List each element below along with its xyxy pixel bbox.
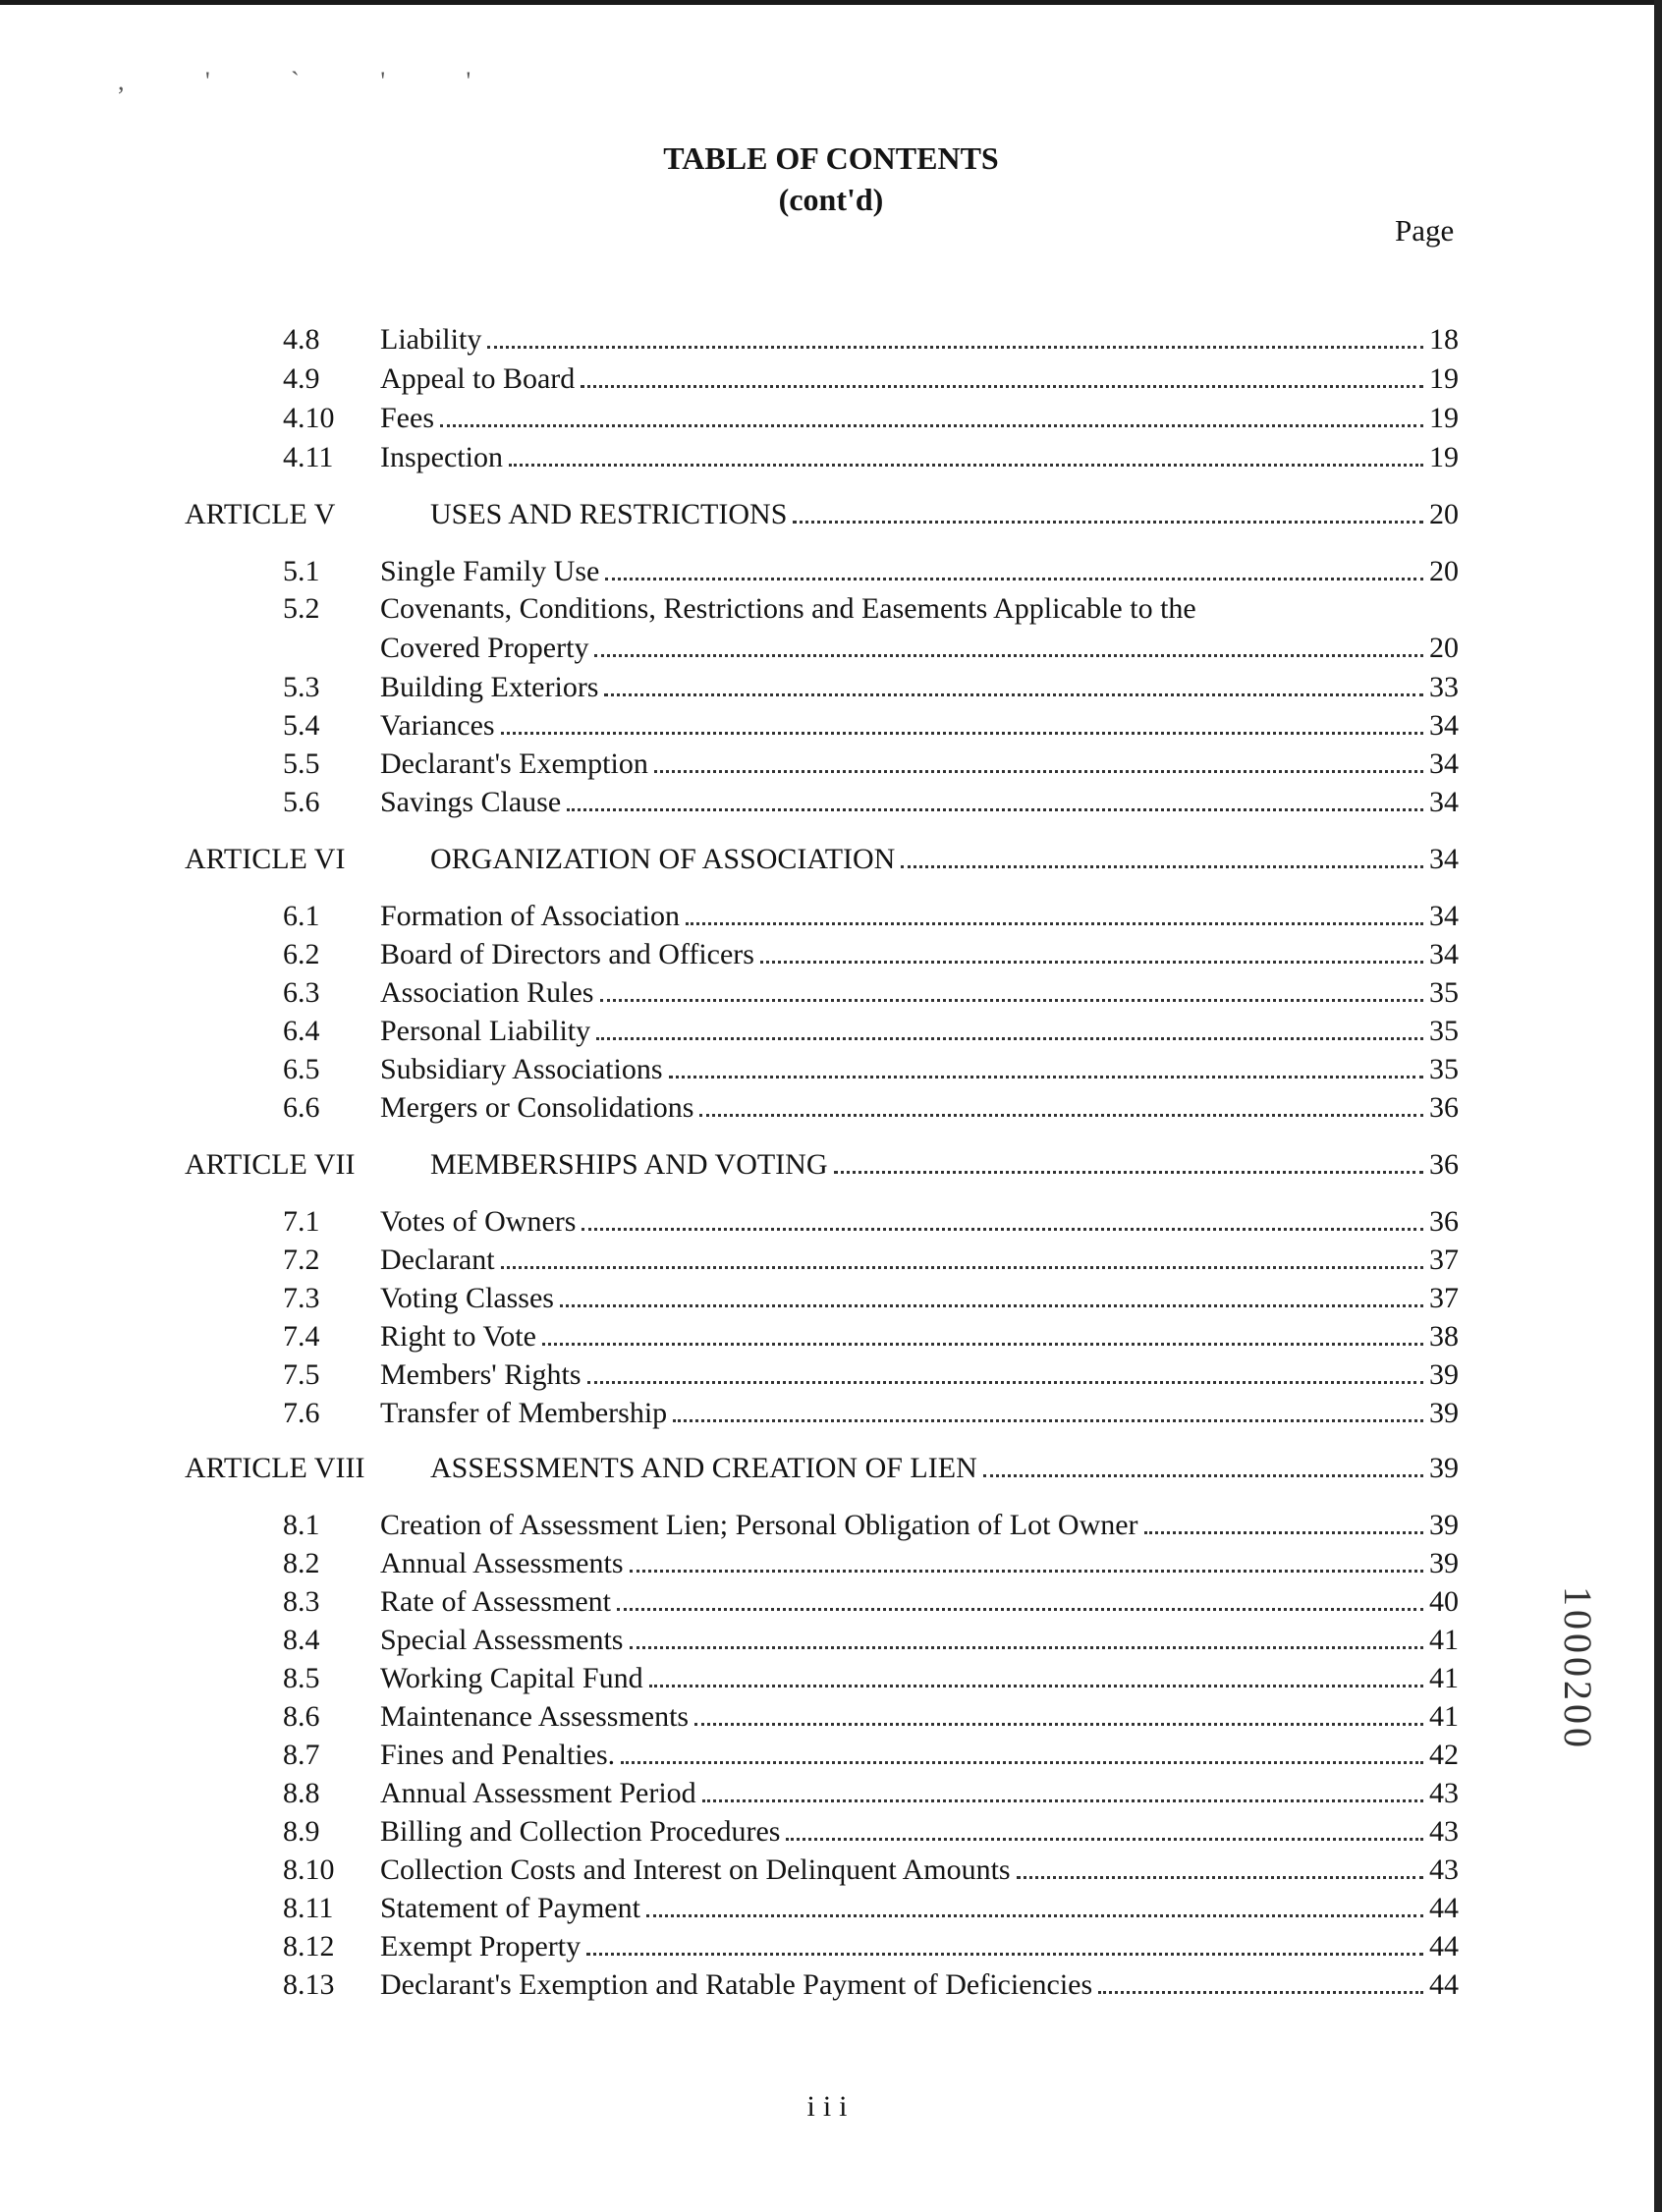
entry-title: Formation of Association bbox=[380, 900, 680, 932]
entry-number: 8.13 bbox=[283, 1968, 335, 2001]
toc-title: TABLE OF CONTENTS bbox=[663, 140, 999, 176]
entry-title: Billing and Collection Procedures bbox=[380, 1815, 781, 1848]
toc-entry bbox=[0, 938, 1662, 977]
entry-title-continuation: Covered Property bbox=[380, 632, 589, 664]
entry-number: 8.10 bbox=[283, 1853, 335, 1886]
entry-title: Subsidiary Associations bbox=[380, 1053, 663, 1085]
entry-number: 8.7 bbox=[283, 1739, 320, 1771]
toc-entry bbox=[0, 323, 1662, 362]
entry-title: Variances bbox=[380, 709, 495, 742]
article-title: USES AND RESTRICTIONS bbox=[430, 498, 788, 530]
entry-title: Liability bbox=[380, 323, 482, 356]
entry-number: 6.5 bbox=[283, 1053, 320, 1085]
entry-page: 41 bbox=[1429, 1624, 1459, 1656]
entry-page: 43 bbox=[1429, 1777, 1459, 1809]
toc-entry bbox=[0, 1015, 1662, 1054]
leader-dots bbox=[1144, 1531, 1423, 1534]
entry-page: 34 bbox=[1429, 786, 1459, 818]
entry-page: 20 bbox=[1429, 632, 1459, 664]
leader-dots bbox=[587, 1381, 1423, 1384]
toc-entry bbox=[0, 1244, 1662, 1283]
entry-page: 39 bbox=[1429, 1452, 1459, 1484]
entry-title: Mergers or Consolidations bbox=[380, 1091, 694, 1124]
entry-page: 43 bbox=[1429, 1815, 1459, 1848]
entry-title: Members' Rights bbox=[380, 1358, 582, 1391]
entry-title: Personal Liability bbox=[380, 1015, 591, 1047]
leader-dots bbox=[605, 578, 1423, 581]
leader-dots bbox=[699, 1114, 1423, 1117]
leader-dots bbox=[594, 654, 1423, 657]
leader-dots bbox=[1098, 1991, 1423, 1994]
entry-page: 39 bbox=[1429, 1358, 1459, 1391]
entry-number: 4.11 bbox=[283, 441, 334, 473]
entry-page: 44 bbox=[1429, 1930, 1459, 1963]
entry-page: 20 bbox=[1429, 555, 1459, 587]
entry-number: 4.9 bbox=[283, 362, 320, 395]
entry-page: 43 bbox=[1429, 1853, 1459, 1886]
entry-title: Board of Directors and Officers bbox=[380, 938, 754, 970]
leader-dots bbox=[686, 922, 1423, 925]
toc-entry bbox=[0, 1053, 1662, 1092]
toc-entry bbox=[0, 402, 1662, 441]
entry-number: 6.2 bbox=[283, 938, 320, 970]
entry-title: Working Capital Fund bbox=[380, 1662, 643, 1694]
leader-dots bbox=[983, 1474, 1423, 1477]
leader-dots bbox=[581, 385, 1423, 388]
toc-entry bbox=[0, 1853, 1662, 1893]
toc-entry bbox=[0, 1547, 1662, 1586]
entry-number: 4.8 bbox=[283, 323, 320, 356]
article-number: ARTICLE VI bbox=[185, 843, 346, 875]
entry-number: 7.3 bbox=[283, 1282, 320, 1314]
toc-entry bbox=[0, 1585, 1662, 1625]
entry-title: Appeal to Board bbox=[380, 362, 576, 395]
entry-number: 5.3 bbox=[283, 671, 320, 703]
entry-number: 4.10 bbox=[283, 402, 335, 434]
toc-entry bbox=[0, 441, 1662, 480]
entry-page: 42 bbox=[1429, 1739, 1459, 1771]
article-number: ARTICLE V bbox=[185, 498, 336, 530]
article-number: ARTICLE VIII bbox=[185, 1452, 365, 1484]
entry-page: 19 bbox=[1429, 441, 1459, 473]
entry-title: Special Assessments bbox=[380, 1624, 624, 1656]
entry-page: 36 bbox=[1429, 1148, 1459, 1181]
toc-article bbox=[0, 1148, 1662, 1188]
entry-page: 33 bbox=[1429, 671, 1459, 703]
toc-entry bbox=[0, 1968, 1662, 2008]
leader-dots bbox=[1017, 1876, 1423, 1879]
leader-dots bbox=[621, 1761, 1423, 1764]
entry-title: Fees bbox=[380, 402, 434, 434]
toc-entry bbox=[0, 1777, 1662, 1816]
leader-dots bbox=[440, 424, 1423, 427]
entry-number: 5.5 bbox=[283, 747, 320, 780]
entry-page: 19 bbox=[1429, 402, 1459, 434]
entry-number: 8.9 bbox=[283, 1815, 320, 1848]
entry-number: 7.2 bbox=[283, 1244, 320, 1276]
entry-number: 8.6 bbox=[283, 1700, 320, 1733]
entry-title: Transfer of Membership bbox=[380, 1397, 668, 1429]
entry-number: 8.11 bbox=[283, 1892, 334, 1924]
leader-dots bbox=[509, 464, 1423, 467]
entry-title: Right to Vote bbox=[380, 1320, 536, 1353]
entry-title: Building Exteriors bbox=[380, 671, 599, 703]
entry-page: 36 bbox=[1429, 1205, 1459, 1238]
toc-entry bbox=[0, 555, 1662, 594]
toc-entry bbox=[0, 1930, 1662, 1969]
toc-article bbox=[0, 498, 1662, 537]
leader-dots bbox=[673, 1419, 1423, 1422]
entry-number: 8.12 bbox=[283, 1930, 335, 1963]
leader-dots bbox=[901, 865, 1423, 868]
entry-number: 8.4 bbox=[283, 1624, 320, 1656]
toc-entry bbox=[0, 1282, 1662, 1321]
entry-page: 35 bbox=[1429, 1053, 1459, 1085]
entry-number: 7.1 bbox=[283, 1205, 320, 1238]
entry-number: 8.1 bbox=[283, 1509, 320, 1541]
entry-page: 34 bbox=[1429, 938, 1459, 970]
toc-entry bbox=[0, 1320, 1662, 1359]
scan-specks: , ' ` ' ' bbox=[118, 67, 509, 95]
entry-page: 34 bbox=[1429, 900, 1459, 932]
leader-dots bbox=[793, 521, 1423, 524]
entry-page: 34 bbox=[1429, 709, 1459, 742]
entry-number: 6.3 bbox=[283, 976, 320, 1009]
entry-page: 34 bbox=[1429, 747, 1459, 780]
entry-title: Declarant's Exemption and Ratable Payment of Deficiencies bbox=[380, 1968, 1093, 2001]
entry-page: 36 bbox=[1429, 1091, 1459, 1124]
entry-number: 5.1 bbox=[283, 555, 320, 587]
entry-number: 8.3 bbox=[283, 1585, 320, 1618]
leader-dots bbox=[604, 693, 1423, 696]
margin-stamp: 1000200 bbox=[1556, 1586, 1600, 1751]
toc-entry bbox=[0, 1739, 1662, 1778]
leader-dots bbox=[654, 770, 1423, 773]
entry-page: 41 bbox=[1429, 1700, 1459, 1733]
entry-number: 6.1 bbox=[283, 900, 320, 932]
toc-entry bbox=[0, 1662, 1662, 1701]
entry-title: Single Family Use bbox=[380, 555, 600, 587]
entry-title: Exempt Property bbox=[380, 1930, 582, 1963]
leader-dots bbox=[630, 1646, 1424, 1649]
toc-entry bbox=[0, 900, 1662, 939]
toc-header bbox=[0, 138, 1662, 220]
toc-entry bbox=[0, 1397, 1662, 1436]
entry-number: 8.5 bbox=[283, 1662, 320, 1694]
leader-dots bbox=[560, 1304, 1423, 1307]
leader-dots bbox=[617, 1608, 1423, 1611]
article-number: ARTICLE VII bbox=[185, 1148, 356, 1181]
entry-title: Declarant bbox=[380, 1244, 495, 1276]
toc-entry bbox=[0, 976, 1662, 1016]
entry-title: Voting Classes bbox=[380, 1282, 554, 1314]
toc-article bbox=[0, 1452, 1662, 1491]
entry-page: 40 bbox=[1429, 1585, 1459, 1618]
entry-page: 39 bbox=[1429, 1397, 1459, 1429]
entry-title: Covenants, Conditions, Restrictions and Easements Applicable to the bbox=[380, 592, 1196, 625]
entry-page: 38 bbox=[1429, 1320, 1459, 1353]
leader-dots bbox=[630, 1570, 1424, 1573]
leader-dots bbox=[646, 1914, 1423, 1917]
scan-top-edge bbox=[0, 0, 1662, 5]
leader-dots bbox=[487, 346, 1423, 349]
leader-dots bbox=[786, 1838, 1423, 1841]
entry-page: 37 bbox=[1429, 1282, 1459, 1314]
entry-number: 5.4 bbox=[283, 709, 320, 742]
leader-dots bbox=[600, 999, 1424, 1002]
page-column-label: Page bbox=[1395, 213, 1455, 248]
entry-title: Declarant's Exemption bbox=[380, 747, 648, 780]
entry-number: 7.5 bbox=[283, 1358, 320, 1391]
entry-page: 20 bbox=[1429, 498, 1459, 530]
entry-page: 35 bbox=[1429, 1015, 1459, 1047]
entry-number: 8.2 bbox=[283, 1547, 320, 1579]
page-number: iii bbox=[806, 2090, 856, 2123]
toc-entry bbox=[0, 671, 1662, 710]
entry-number: 5.2 bbox=[283, 592, 320, 625]
leader-dots bbox=[702, 1799, 1423, 1802]
entry-page: 44 bbox=[1429, 1968, 1459, 2001]
toc-entry bbox=[0, 1509, 1662, 1548]
leader-dots bbox=[669, 1076, 1423, 1078]
entry-page: 35 bbox=[1429, 976, 1459, 1009]
entry-title: Maintenance Assessments bbox=[380, 1700, 690, 1733]
entry-page: 39 bbox=[1429, 1509, 1459, 1541]
entry-page: 41 bbox=[1429, 1662, 1459, 1694]
entry-title: Collection Costs and Interest on Delinquent Amounts bbox=[380, 1853, 1011, 1886]
entry-title: Savings Clause bbox=[380, 786, 562, 818]
leader-dots bbox=[760, 961, 1423, 964]
entry-number: 6.6 bbox=[283, 1091, 320, 1124]
toc-entry bbox=[0, 1815, 1662, 1854]
entry-number: 7.4 bbox=[283, 1320, 320, 1353]
leader-dots bbox=[694, 1723, 1423, 1726]
toc-entry-continuation bbox=[0, 632, 1662, 671]
entry-title: Rate of Assessment bbox=[380, 1585, 611, 1618]
entry-title: Annual Assessments bbox=[380, 1547, 624, 1579]
entry-page: 44 bbox=[1429, 1892, 1459, 1924]
leader-dots bbox=[542, 1343, 1423, 1346]
entry-title: Annual Assessment Period bbox=[380, 1777, 696, 1809]
entry-number: 6.4 bbox=[283, 1015, 320, 1047]
toc-entry bbox=[0, 1700, 1662, 1740]
entry-title: Inspection bbox=[380, 441, 503, 473]
toc-entry bbox=[0, 1358, 1662, 1398]
toc-entry bbox=[0, 1624, 1662, 1663]
toc-entry bbox=[0, 362, 1662, 402]
toc-subtitle: (cont'd) bbox=[778, 182, 884, 217]
entry-page: 37 bbox=[1429, 1244, 1459, 1276]
entry-number: 8.8 bbox=[283, 1777, 320, 1809]
leader-dots bbox=[501, 1266, 1423, 1269]
entry-title: Fines and Penalties. bbox=[380, 1739, 616, 1771]
article-title: ORGANIZATION OF ASSOCIATION bbox=[430, 843, 896, 875]
leader-dots bbox=[834, 1171, 1423, 1174]
toc-entry bbox=[0, 1892, 1662, 1931]
entry-number: 7.6 bbox=[283, 1397, 320, 1429]
toc-entry bbox=[0, 1205, 1662, 1244]
leader-dots bbox=[567, 808, 1423, 811]
toc-entry bbox=[0, 1091, 1662, 1131]
toc-entry bbox=[0, 709, 1662, 748]
entry-page: 39 bbox=[1429, 1547, 1459, 1579]
leader-dots bbox=[582, 1228, 1423, 1231]
entry-page: 34 bbox=[1429, 843, 1459, 875]
article-title: ASSESSMENTS AND CREATION OF LIEN bbox=[430, 1452, 977, 1484]
toc-article bbox=[0, 843, 1662, 882]
entry-title: Statement of Payment bbox=[380, 1892, 640, 1924]
entry-title: Votes of Owners bbox=[380, 1205, 577, 1238]
article-title: MEMBERSHIPS AND VOTING bbox=[430, 1148, 828, 1181]
entry-page: 19 bbox=[1429, 362, 1459, 395]
entry-page: 18 bbox=[1429, 323, 1459, 356]
entry-title: Association Rules bbox=[380, 976, 594, 1009]
toc-entry bbox=[0, 786, 1662, 825]
leader-dots bbox=[501, 732, 1423, 735]
leader-dots bbox=[586, 1953, 1423, 1956]
toc-entry bbox=[0, 747, 1662, 787]
leader-dots bbox=[649, 1685, 1423, 1687]
leader-dots bbox=[596, 1037, 1423, 1040]
entry-number: 5.6 bbox=[283, 786, 320, 818]
entry-title: Creation of Assessment Lien; Personal Obligation of Lot Owner bbox=[380, 1509, 1138, 1541]
